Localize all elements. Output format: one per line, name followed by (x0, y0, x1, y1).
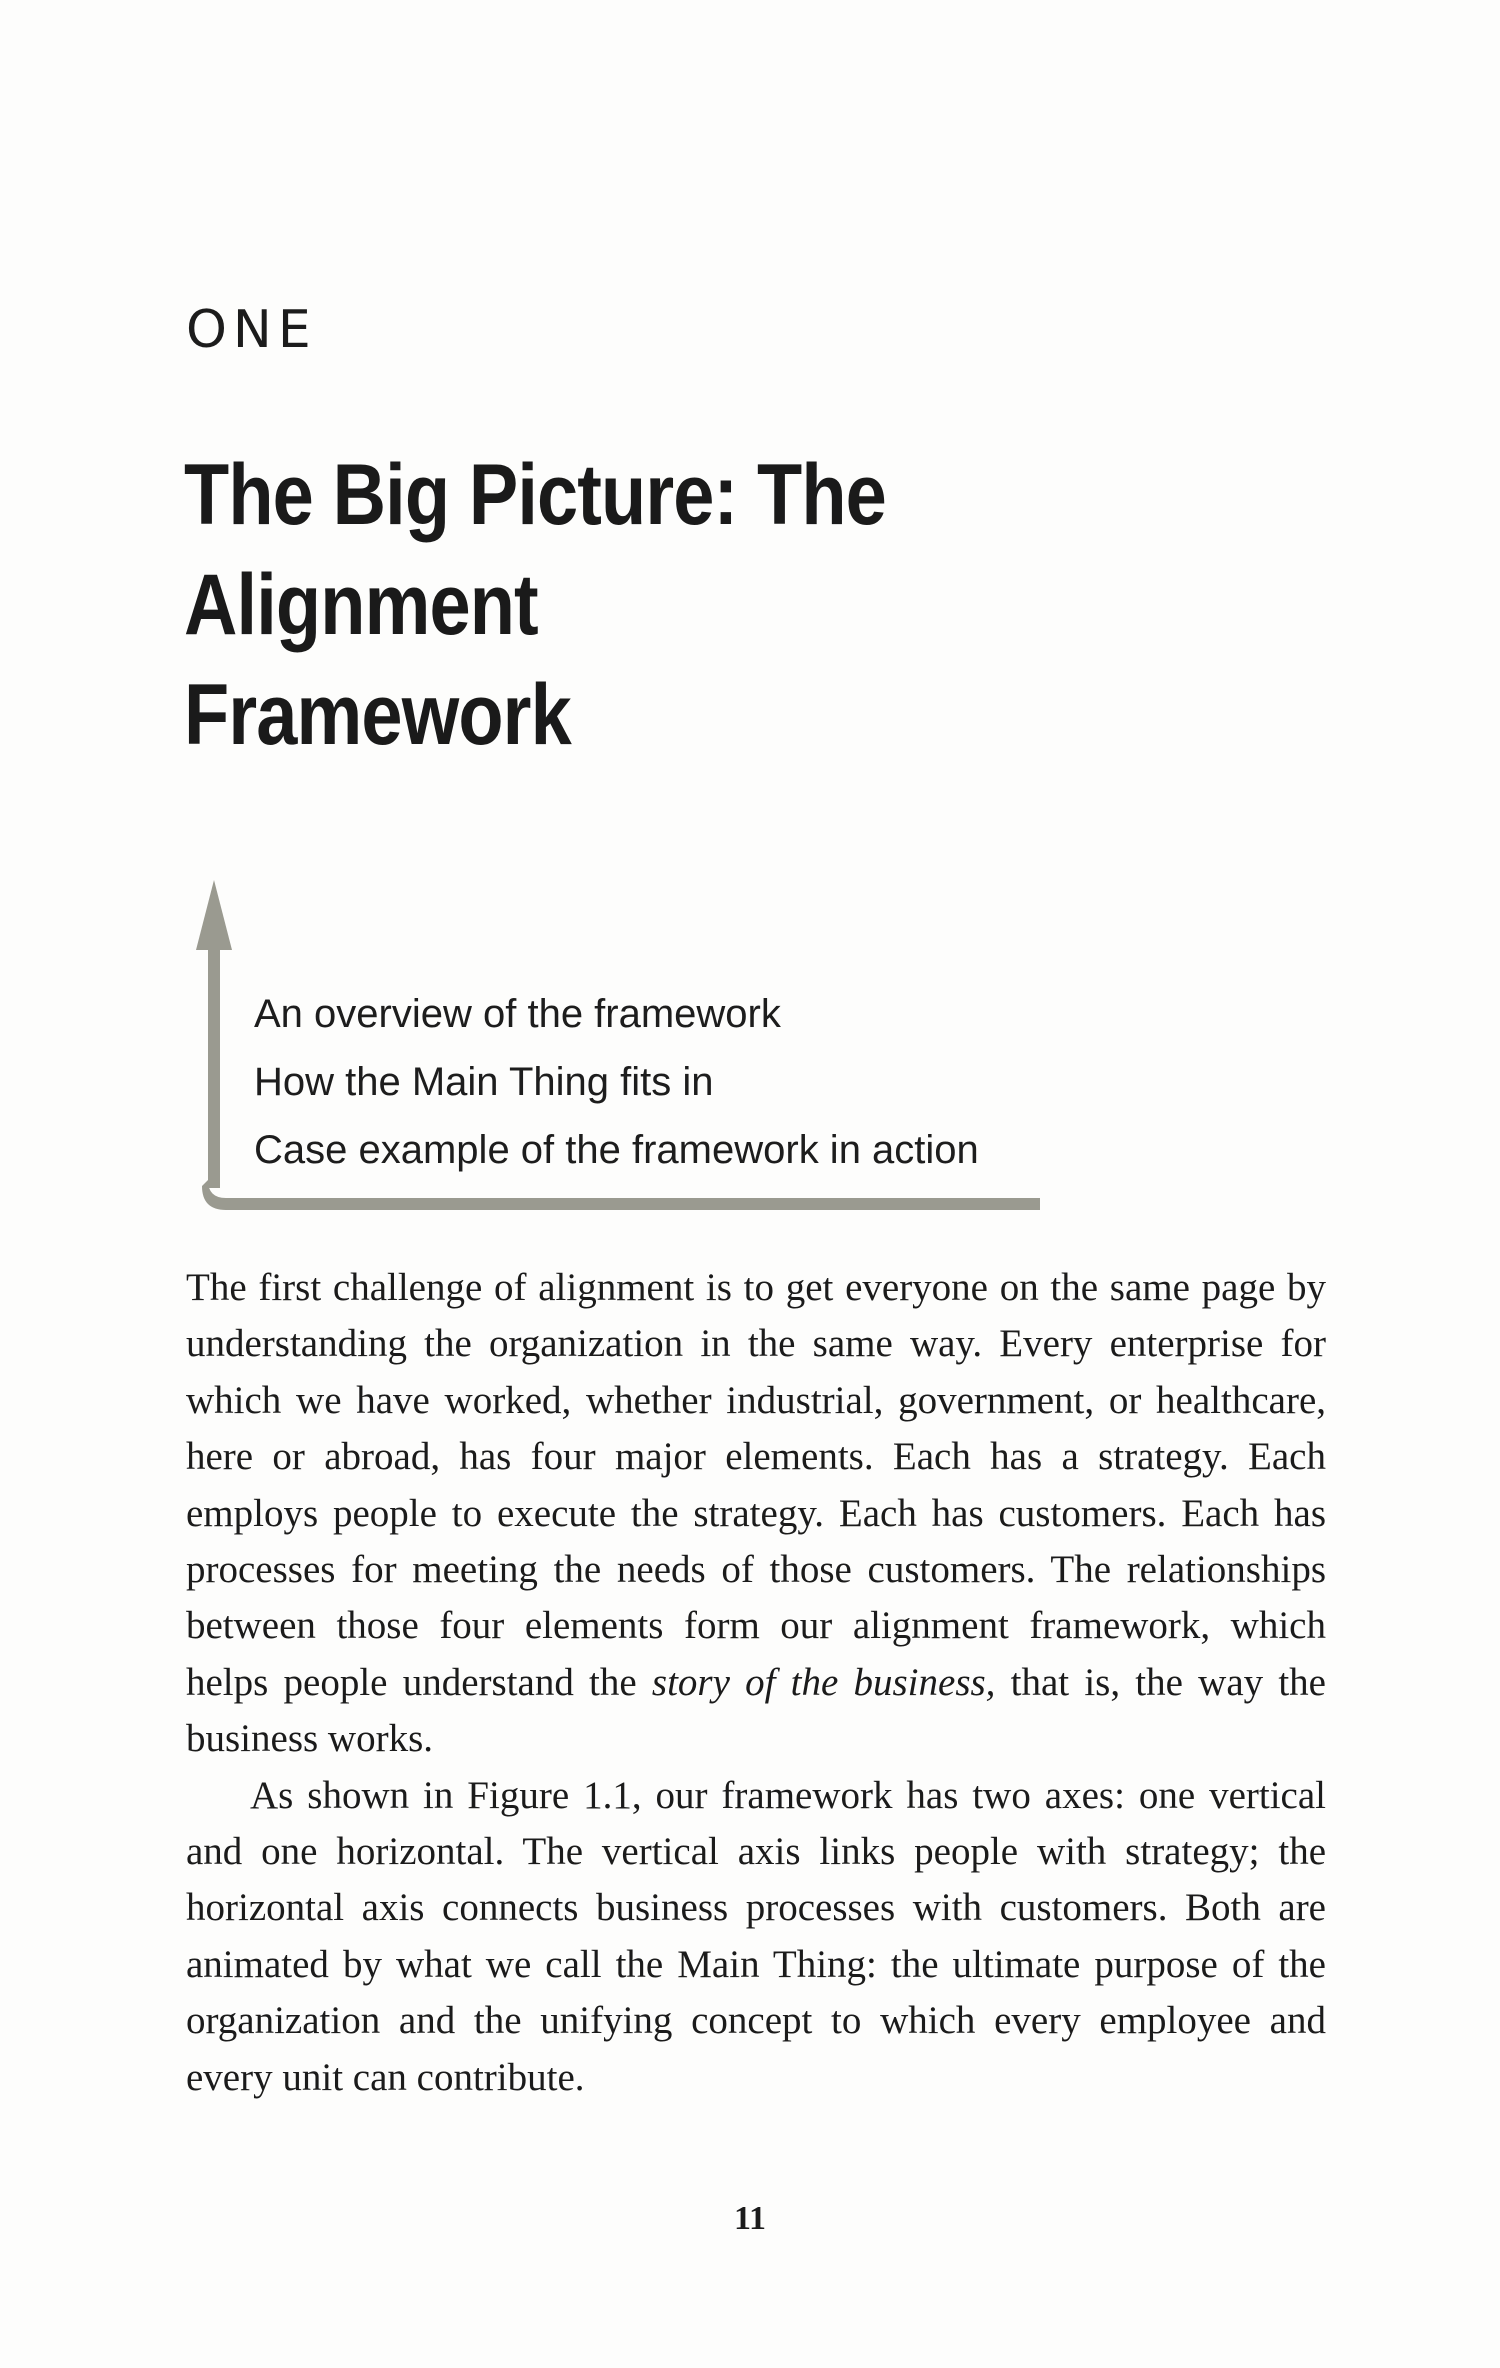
overview-item: How the Main Thing fits in (254, 1060, 714, 1104)
paragraph-2: As shown in Figure 1.1, our framework has two axes: one vertical and one horizontal. The vertical axis links people with strategy; the horizontal axis connects business processes with customers. Both are animated by what we call the Main Thing: the ultimate purpose of the organization and the unifying concept to which every employee and every unit can contribute. (186, 1773, 1326, 2099)
chapter-label: ONE (186, 300, 317, 360)
overview-list (254, 980, 979, 1184)
chapter-overview-box (180, 880, 1060, 1220)
page-number: 11 (733, 2200, 767, 2237)
chapter-title-line-1: The Big Picture: The Alignment (184, 447, 886, 653)
chapter-title (184, 440, 1173, 770)
paragraph-1-part-a: The first challenge of alignment is to get everyone on the same page by understanding the organization in the same way. Every enterprise for which we have worked, whether industrial, government, or healthcare, here or abroad, has four major elements. Each has a strategy. Each employs people to execute the strategy. Each has customers. Each has processes for meeting the needs of those customers. The relationships between those four elements form our alignment framework, which helps people understand the (186, 1266, 1326, 1704)
chapter-title-line-2: Framework (184, 667, 571, 763)
paragraph-1-emphasis: story of the business, (651, 1660, 996, 1704)
body-text (186, 1260, 1326, 2106)
paragraph-1-part-b: that is, the way the business works. (186, 1660, 1326, 1761)
paragraph-1 (186, 1260, 1326, 1768)
overview-item: Case example of the framework in action (254, 1128, 979, 1172)
overview-item: An overview of the framework (254, 992, 781, 1036)
